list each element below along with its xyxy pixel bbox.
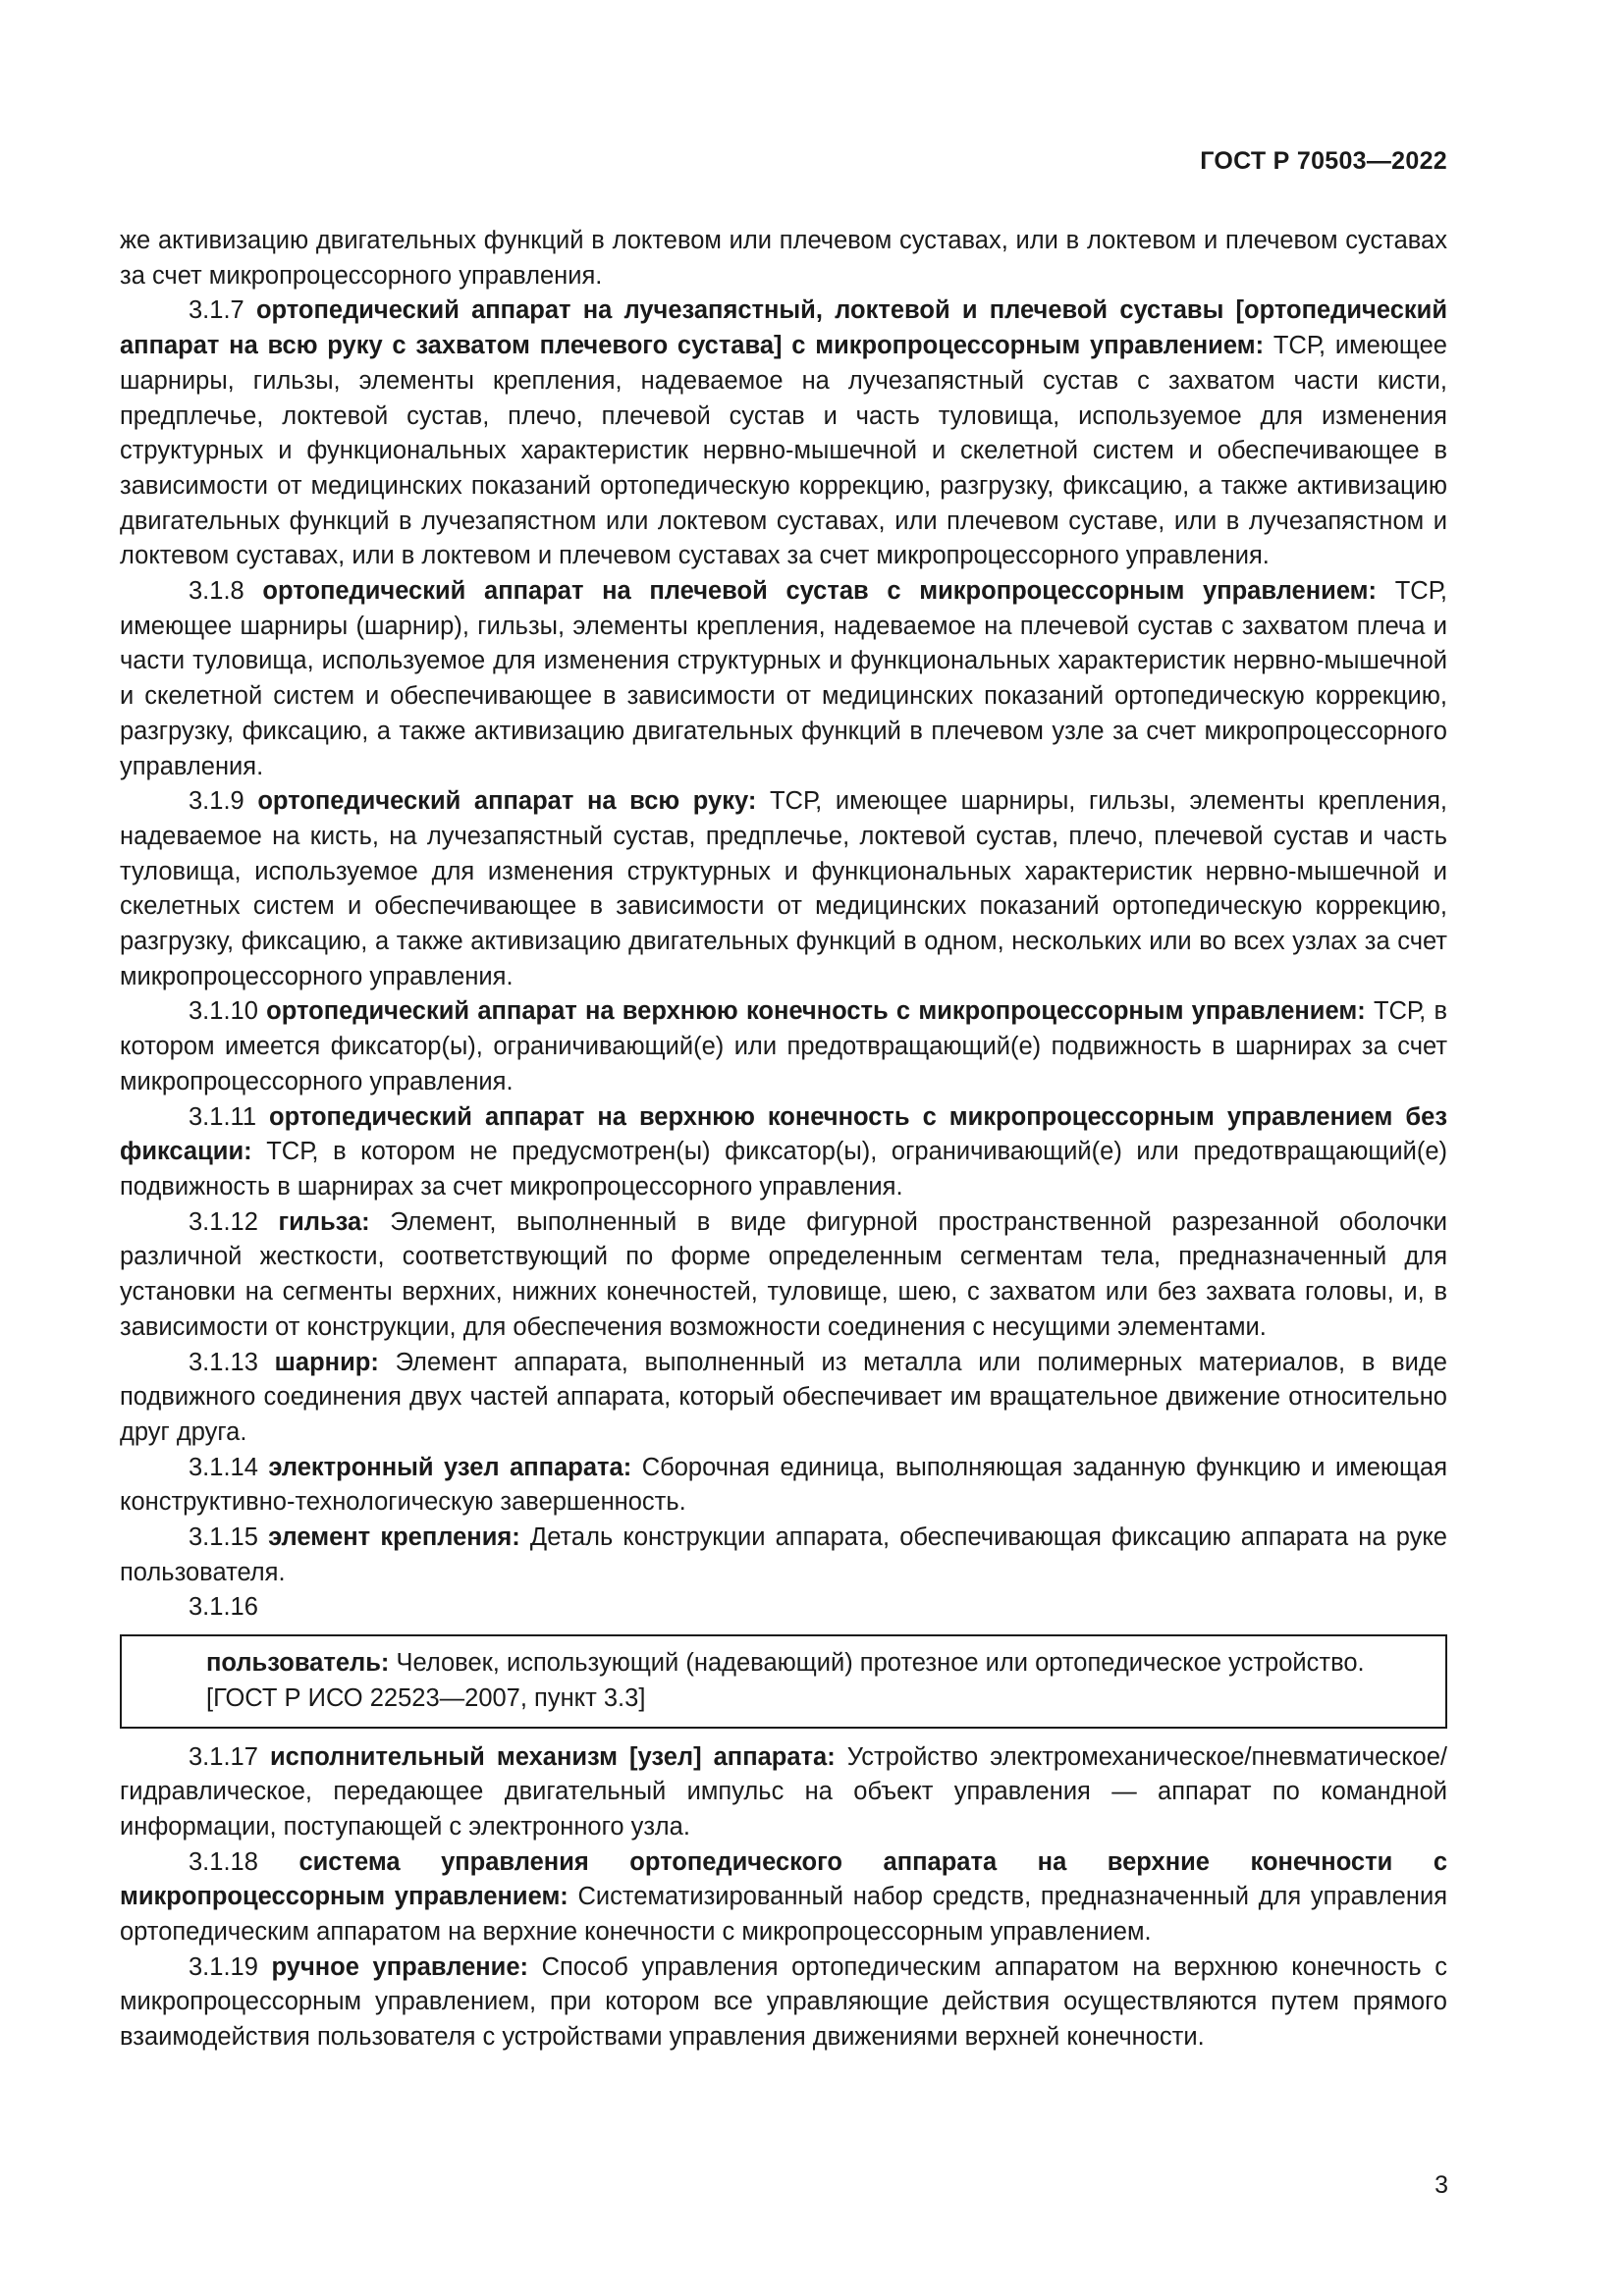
definition-text: ТСР, имеющее шарниры, гильзы, элементы крепления, надеваемое на лучезапястный сустав с захватом части кисти, предплечье, локтевой сустав, плечо, плечевой сустав и часть туловища, используемое для изменения структурных и функциональных характеристик нервно-мышечной и скелетной систем и обеспечивающее в зависимости от медицинских показаний ортопедическую коррекцию, разгрузку, фиксацию, а также активизацию двигательных функций в лучезапястном или локтевом суставах, или плечевом суставе, или в лучезапястном и локтевом суставах, или в локтевом и плечевом суставах за счет микропроцессорного управления. xyxy=(120,332,1447,570)
definitions-list-b xyxy=(120,1740,1447,2056)
definition-term: электронный узел аппарата: xyxy=(268,1453,632,1481)
definition-number-3-1-16: 3.1.16 xyxy=(189,1593,258,1622)
definition-3-1-19 xyxy=(120,1950,1447,2056)
boxed-definition-source: [ГОСТ Р ИСО 22523—2007, пункт 3.3] xyxy=(206,1683,646,1712)
boxed-definition-text: Человек, использующий (надевающий) протезное или ортопедическое устройство. xyxy=(396,1649,1365,1678)
definition-number: 3.1.11 xyxy=(189,1102,257,1131)
document-code-header: ГОСТ Р 70503—2022 xyxy=(1200,147,1447,175)
definition-3-1-10 xyxy=(120,994,1447,1099)
boxed-definition xyxy=(120,1634,1447,1728)
definition-term: шарнир: xyxy=(274,1348,379,1376)
definition-number: 3.1.12 xyxy=(189,1207,258,1236)
definition-text: Способ управления ортопедическим аппаратом на верхнюю конечность с микропроцессорным управлением, при котором все управляющие действия осуществляются путем прямого взаимодействия пользователя с устройствами управления движениями верхней конечности. xyxy=(120,1952,1447,2052)
definition-text: ТСР, имеющее шарниры (шарнир), гильзы, элементы крепления, надеваемое на плечевой сустав с захватом плеча и части туловища, используемое для изменения структурных и функциональных характеристик нервно-мышечной и скелетной систем и обеспечивающее в зависимости от медицинских показаний ортопедическую коррекцию, разгрузку, фиксацию, а также активизацию двигательных функций в плечевом узле за счет микропроцессорного управления. xyxy=(120,577,1447,780)
definition-text: Деталь конструкции аппарата, обеспечивающая фиксацию аппарата на руке пользователя. xyxy=(120,1523,1447,1586)
definition-3-1-14 xyxy=(120,1451,1447,1521)
definition-3-1-17 xyxy=(120,1740,1447,1845)
definition-number: 3.1.19 xyxy=(189,1952,258,1981)
definition-3-1-13 xyxy=(120,1346,1447,1451)
definition-term: ортопедический аппарат на верхнюю конечность с микропроцессорным управлением без фиксации: xyxy=(120,1102,1447,1166)
page-number: 3 xyxy=(1435,2171,1448,2199)
definition-number: 3.1.9 xyxy=(189,787,244,816)
definition-term: ортопедический аппарат на лучезапястный, локтевой и плечевой суставы [ортопедический аппарат на всю руку с захватом плечевого сустава] с микропроцессорным управлением: xyxy=(120,296,1447,360)
definition-3-1-8 xyxy=(120,574,1447,784)
definition-number: 3.1.14 xyxy=(189,1453,258,1481)
definition-term: ручное управление: xyxy=(271,1952,529,1981)
definition-term: ортопедический аппарат на всю руку: xyxy=(257,787,757,816)
definitions-list-a xyxy=(120,294,1447,1590)
definition-3-1-15 xyxy=(120,1521,1447,1590)
definition-3-1-9 xyxy=(120,784,1447,994)
definition-3-1-11 xyxy=(120,1100,1447,1205)
boxed-definition-body xyxy=(137,1646,1430,1682)
definition-term: исполнительный механизм [узел] аппарата: xyxy=(269,1742,836,1771)
definition-term: гильза: xyxy=(278,1207,370,1236)
boxed-definition-term: пользователь: xyxy=(206,1649,390,1678)
definition-3-1-18 xyxy=(120,1845,1447,1950)
definition-text: ТСР, имеющее шарниры, гильзы, элементы крепления, надеваемое на кисть, на лучезапястный сустав, предплечье, локтевой сустав, плечо, плечевой сустав и часть туловища, используемое для изменения структурных и функциональных характеристик нервно-мышечной и скелетных систем и обеспечивающее в зависимости от медицинских показаний ортопедическую коррекцию, разгрузку, фиксацию, а также активизацию двигательных функций в одном, нескольких или во всех узлах за счет микропроцессорного управления. xyxy=(120,787,1447,990)
definition-number: 3.1.8 xyxy=(189,577,244,606)
definition-text: Устройство электромеханическое/пневматическое/гидравлическое, передающее двигательный импульс на объект управления — аппарат по командной информации, поступающей с электронного узла. xyxy=(120,1742,1447,1841)
intro-paragraph: же активизацию двигательных функций в локтевом или плечевом суставах, или в локтевом и плечевом суставах за счет микропроцессорного управления. xyxy=(120,227,1447,290)
document-body xyxy=(120,224,1447,2056)
definition-term: ортопедический аппарат на верхнюю конечность с микропроцессорным управлением: xyxy=(266,997,1366,1026)
definition-term: ортопедический аппарат на плечевой сустав с микропроцессорным управлением: xyxy=(262,577,1378,606)
definition-text: Сборочная единица, выполняющая заданную функцию и имеющая конструктивно-технологическую завершенность. xyxy=(120,1453,1448,1517)
definition-text: ТСР, в котором имеется фиксатор(ы), ограничивающий(е) или предотвращающий(е) подвижность в шарнирах за счет микропроцессорного управления. xyxy=(120,997,1447,1095)
definition-number: 3.1.17 xyxy=(189,1742,258,1771)
definition-term: система управления ортопедического аппарата на верхние конечности с микропроцессорным управлением: xyxy=(120,1847,1447,1911)
definition-number: 3.1.10 xyxy=(189,997,258,1026)
definition-text: Элемент, выполненный в виде фигурной пространственной разрезанной оболочки различной жесткости, соответствующий по форме определенным сегментам тела, предназначенный для установки на сегменты верхних, нижних конечностей, туловище, шею, с захватом или без захвата головы, и, в зависимости от конструкции, для обеспечения возможности соединения с несущими элементами. xyxy=(120,1207,1447,1341)
definition-term: элемент крепления: xyxy=(268,1523,520,1552)
definition-number: 3.1.15 xyxy=(189,1523,258,1552)
definition-number: 3.1.18 xyxy=(189,1847,258,1876)
definition-3-1-12 xyxy=(120,1205,1447,1346)
definition-text: Систематизированный набор средств, предназначенный для управления ортопедическим аппаратом на верхние конечности с микропроцессорным управлением. xyxy=(120,1883,1447,1947)
definition-number: 3.1.13 xyxy=(189,1348,258,1376)
definition-text: ТСР, в котором не предусмотрен(ы) фиксатор(ы), ограничивающий(е) или предотвращающий(е) подвижность в шарнирах за счет микропроцессорного управления. xyxy=(120,1138,1448,1201)
definition-text: Элемент аппарата, выполненный из металла или полимерных материалов, в виде подвижного соединения двух частей аппарата, который обеспечивает им вращательное движение относительно друг друга. xyxy=(120,1348,1447,1446)
definition-3-1-7 xyxy=(120,294,1447,574)
definition-number: 3.1.7 xyxy=(189,296,244,325)
